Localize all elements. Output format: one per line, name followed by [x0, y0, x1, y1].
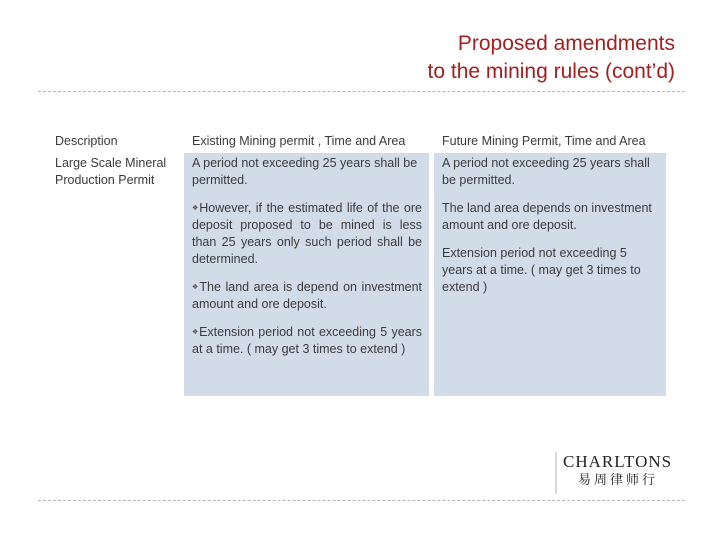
slide-title — [428, 30, 675, 86]
logo-chinese: 易周律师行 — [578, 473, 659, 488]
charltons-logo — [555, 452, 683, 494]
existing-para: ❖The land area is depend on investment amount and ore deposit. — [192, 280, 422, 311]
table-row — [48, 153, 666, 396]
amendments-table — [48, 107, 666, 396]
cell-description: Large Scale Mineral Production Permit — [48, 153, 179, 396]
existing-para: ❖However, if the estimated life of the ore deposit proposed to be mined is less than 25 years only such period shall be determined. — [192, 201, 422, 266]
bullet-icon: ❖ — [192, 329, 200, 336]
future-para: A period not exceeding 25 years shall be permitted. — [442, 156, 650, 187]
bullet-icon: ❖ — [192, 205, 200, 212]
future-para: Extension period not exceeding 5 years at a time. ( may get 3 times to extend ) — [442, 246, 641, 294]
slide-title-line-2: to the mining rules (cont’d) — [427, 60, 675, 83]
header-description: Description — [55, 134, 118, 148]
cell-future — [429, 153, 666, 396]
slide-title-line-1: Proposed amendments — [457, 32, 675, 55]
existing-para: ❖Extension period not exceeding 5 years at a time. ( may get 3 times to extend ) — [192, 325, 423, 356]
bullet-icon: ❖ — [192, 284, 200, 291]
bottom-divider — [38, 500, 685, 501]
header-future: Future Mining Permit, Time and Area — [442, 134, 646, 148]
header-existing: Existing Mining permit , Time and Area — [192, 134, 406, 148]
existing-para: A period not exceeding 25 years shall be permitted. — [192, 156, 418, 187]
table-header-row — [48, 107, 666, 153]
future-para: The land area depends on investment amount and ore deposit. — [442, 201, 652, 232]
logo-name: CHARLTONS — [563, 452, 673, 471]
cell-existing — [179, 153, 429, 396]
top-divider — [38, 91, 685, 92]
